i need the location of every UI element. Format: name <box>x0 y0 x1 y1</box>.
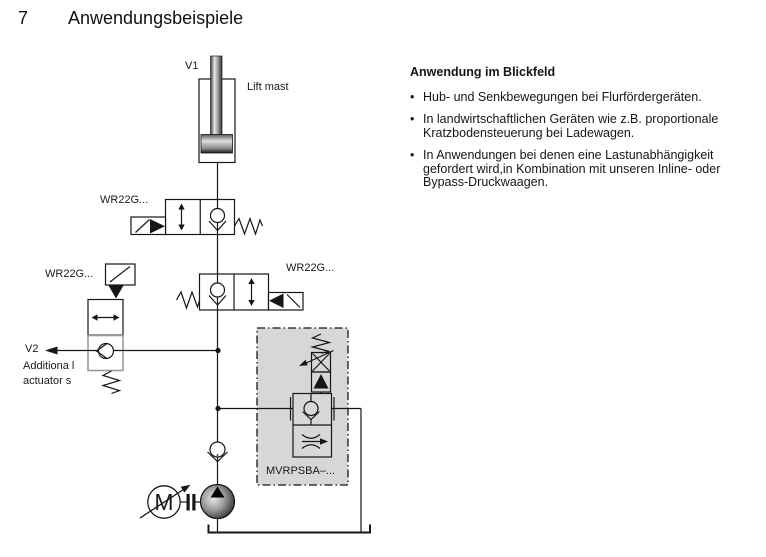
bullet-marker: • <box>410 89 415 104</box>
bullet-text-line: In Anwendungen bei denen eine Lastunabhängigkeit <box>423 148 714 162</box>
bullet-text-line: Bypass-Druckwaagen. <box>423 175 549 189</box>
bullet-text-line: Hub- und Senkbewegungen bei Flurfördergeräten. <box>423 89 702 104</box>
additional-actuators-label-1: Additiona l <box>23 360 75 372</box>
valve3-label: WR22G... <box>45 268 94 280</box>
motor-letter: M <box>154 489 174 515</box>
motor <box>140 485 201 518</box>
valve1-label: WR22G... <box>100 194 149 206</box>
bullet-marker: • <box>410 148 415 162</box>
info-heading: Anwendung im Blickfeld <box>410 65 556 79</box>
valve3-spring <box>103 371 120 394</box>
lift-mast-label: Lift mast <box>247 81 289 93</box>
bullet-text-line: In landwirtschaftlichen Geräten wie z.B. proportionale <box>423 112 719 126</box>
section-number: 7 <box>18 8 29 28</box>
pump <box>201 485 235 519</box>
section-title: Anwendungsbeispiele <box>68 8 244 28</box>
bullet-item <box>410 113 762 140</box>
piston-rod <box>211 56 223 135</box>
bullet-marker: • <box>410 112 415 126</box>
v1-label: V1 <box>185 60 199 72</box>
mvrpsba-label: MVRPSBA–... <box>266 465 336 477</box>
valve2-spring <box>177 292 200 308</box>
additional-actuators-label-2: actuator s <box>23 375 72 387</box>
v2-label: V2 <box>25 343 39 355</box>
valve2-label: WR22G... <box>286 262 335 274</box>
coupling <box>187 494 190 511</box>
piston <box>201 135 233 154</box>
bullet-item <box>410 91 762 105</box>
valve1-spring <box>235 219 263 235</box>
bullet-text-line: Kratzbodensteuerung bei Ladewagen. <box>423 125 635 140</box>
tank-line <box>209 525 371 533</box>
application-info <box>410 66 762 199</box>
bullet-item <box>410 149 762 190</box>
bullet-text-line: gefordert wird,in Kombination mit unseren Inline- oder <box>423 161 721 176</box>
v2-arrow <box>45 347 58 355</box>
